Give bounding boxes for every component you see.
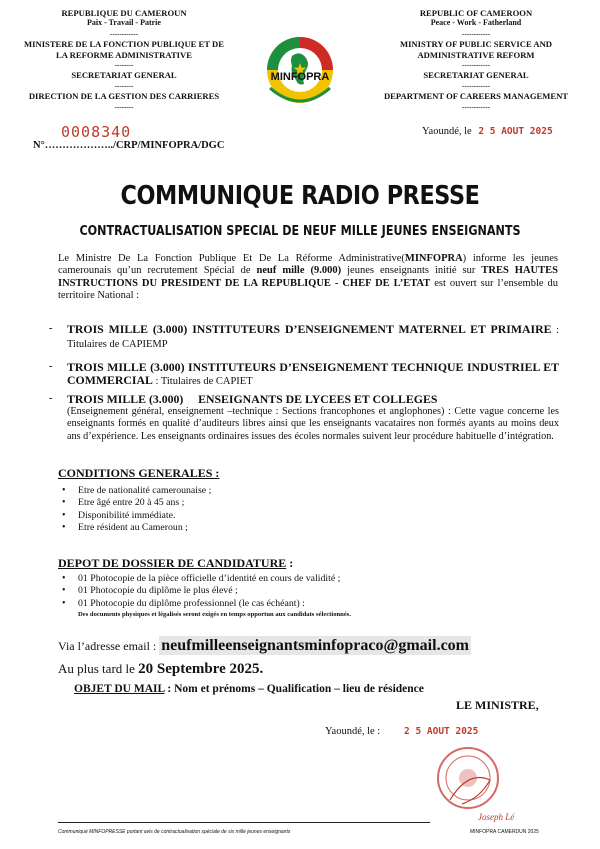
conditions-heading <box>58 466 219 481</box>
depot-heading <box>58 556 293 571</box>
place-date <box>422 126 553 137</box>
divider: -------- <box>114 61 134 70</box>
divider: ------------ <box>462 61 490 70</box>
item-detail: (Enseignement général, enseignement –technique : Sections francophones et anglophones) : Cette vague concerne les enseignants formés en qualité d’auditeurs libres ainsi que les enseignants vacataires non formés ayants au moins deux ans d’expérience. Les enseignants ordinaires issues des écoles normales suivent leur procédure habituelle d’intégration. <box>67 406 559 442</box>
secretariat-en: SECRETARIAT GENERAL <box>423 70 529 81</box>
depot-heading-suffix: : <box>286 556 294 570</box>
divider: -------- <box>114 81 134 90</box>
depot-note: Des documents physiques et légalisés seront exigés en temps opportun aux candidats sélectionnés. <box>78 611 351 618</box>
conditions-list <box>58 485 211 535</box>
item-detail: : Titulaires de CAPIET <box>152 376 253 387</box>
intro-paragraph <box>58 253 558 303</box>
footer-date-stamp: 2 5 AOUT 2025 <box>404 726 479 737</box>
deadline-prefix: Au plus tard le <box>58 661 139 676</box>
reference-stamp: 0008340 <box>61 123 132 141</box>
ministry-en-1: MINISTRY OF PUBLIC SERVICE AND <box>399 39 553 50</box>
page-subtitle: CONTRACTUALISATION SPECIAL DE NEUF MILLE JEUNES ENSEIGNANTS <box>79 224 521 239</box>
header-left <box>8 8 240 112</box>
intro-text: jeunes enseignants initié sur <box>341 265 482 277</box>
depot-list <box>58 573 340 610</box>
list-item: • Etre de nationalité camerounaise ; <box>58 485 211 497</box>
footer-right: MINFOPRA CAMERDUN 2025 <box>470 829 539 835</box>
list-item: • 01 Photocopie du diplôme professionnel (le cas échéant) : <box>58 598 340 610</box>
department-en: DEPARTMENT OF CAREERS MANAGEMENT <box>383 91 569 102</box>
intro-text: Le Ministre De La Fonction Publique Et De La Réforme Administrative( <box>58 253 405 264</box>
mail-object-text: : Nom et prénoms – Qualification – lieu de résidence <box>164 683 424 695</box>
intro-instructions: TRES HAUTES INSTRUCTIONS DU PRESIDENT DE LA REPUBLIQUE - CHEF DE L’ETAT <box>58 265 558 289</box>
country-fr: REPUBLIQUE DU CAMEROUN <box>61 8 187 18</box>
intro-count: neuf mille (9.000) <box>256 265 342 277</box>
divider: ------------ <box>462 102 490 111</box>
item-title: TROIS MILLE (3.000) INSTITUTEURS D’ENSEIGNEMENT MATERNEL ET PRIMAIRE <box>67 322 552 336</box>
intro-org: MINFOPRA <box>404 253 463 264</box>
divider: ------------ <box>110 29 138 38</box>
ministry-fr-1: MINISTERE DE LA FONCTION PUBLIQUE ET DE <box>24 39 224 50</box>
page-title: COMMUNIQUE RADIO PRESSE <box>120 181 480 211</box>
ministry-en-2: ADMINISTRATIVE REFORM <box>417 49 535 60</box>
divider: ------------ <box>462 81 490 90</box>
deadline-date: 20 Septembre 2025. <box>138 661 264 677</box>
intro-text: ) informe les jeunes camerounais qu’un recrutement Spécial de <box>58 253 558 277</box>
email-link[interactable]: neufmilleenseignantsminfopraco@gmail.com <box>161 637 469 654</box>
signature-name: Joseph Lé <box>478 812 515 822</box>
email-line <box>58 637 471 655</box>
list-item: • Disponibilité immédiate. <box>58 510 211 522</box>
list-marker: - <box>49 393 53 404</box>
footer-place: Yaoundé, le : <box>325 726 381 737</box>
deadline-line <box>58 660 263 678</box>
motto-fr: Paix - Travail - Patrie <box>87 18 161 28</box>
mail-object-label: OBJET DU MAIL <box>74 683 165 695</box>
official-seal <box>420 742 520 824</box>
intro-text: est ouvert sur l’ensemble du territoire National : <box>58 277 559 302</box>
date-stamp: 2 5 AOUT 2025 <box>478 126 553 137</box>
item-detail: : Titulaires de CAPIEMP <box>67 325 560 350</box>
list-item: • 01 Photocopie du diplôme le plus élevé ; <box>58 585 340 597</box>
list-item: • Etre résident au Cameroun ; <box>58 522 211 534</box>
place-label: Yaoundé, le <box>422 126 472 137</box>
signatory: LE MINISTRE, <box>456 698 539 712</box>
list-item <box>49 361 559 388</box>
footer-left: Communiqué MINFOPRESSE portant avis de contractualisation spéciale de six mille jeunes enseignants <box>58 829 291 835</box>
direction-fr: DIRECTION DE LA GESTION DES CARRIERES <box>28 91 220 102</box>
list-item <box>49 323 559 351</box>
divider: ------------ <box>462 29 490 38</box>
divider: -------- <box>114 102 134 111</box>
list-item: • Etre âgé entre 20 à 45 ans ; <box>58 497 211 509</box>
list-item: • 01 Photocopie de la pièce officielle d’identité en cours de validité ; <box>58 573 340 585</box>
header-right <box>360 8 592 112</box>
logo-text: MINFOPRA <box>270 71 330 83</box>
minfopra-logo <box>262 30 338 130</box>
item-title: TROIS MILLE (3.000) ENSEIGNANTS DE LYCEES ET COLLEGES <box>67 392 438 406</box>
motto-en: Peace - Work - Fatherland <box>430 18 522 28</box>
country-en: REPUBLIC OF CAMEROON <box>419 8 533 18</box>
list-marker: - <box>49 323 53 334</box>
ministry-fr-2: LA REFORME ADMINISTRATIVE <box>56 49 192 60</box>
item-title: TROIS MILLE (3.000) INSTITUTEURS D’ENSEIGNEMENT TECHNIQUE INDUSTRIEL ET COMMERCIAL <box>67 360 559 387</box>
list-marker: - <box>49 361 53 372</box>
depot-heading-text: DEPOT DE DOSSIER DE CANDIDATURE <box>58 556 287 570</box>
conditions-heading-text: CONDITIONS GENERALES : <box>58 466 220 480</box>
list-item <box>49 393 559 443</box>
mail-object <box>74 683 424 695</box>
footer-divider <box>58 822 430 823</box>
secretariat-fr: SECRETARIAT GENERAL <box>71 70 177 81</box>
reference-number: N°………………../CRP/MINFOPRA/DGC <box>33 140 225 151</box>
email-prefix: Via l’adresse email : <box>58 639 160 653</box>
